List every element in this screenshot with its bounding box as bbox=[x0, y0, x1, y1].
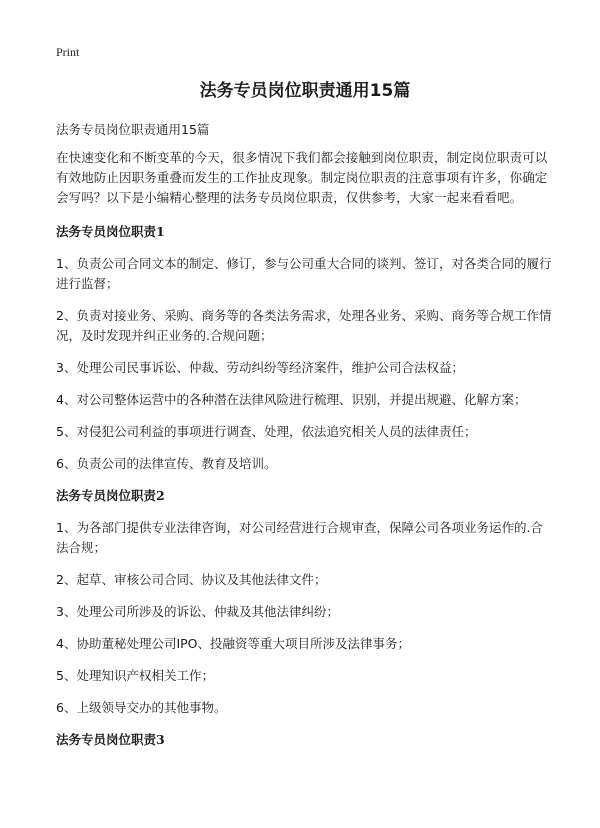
intro-paragraph: 在快速变化和不断变革的今天，很多情况下我们都会接触到岗位职责，制定岗位职责可以有效地防止因职务重叠而发生的工作扯皮现象。制定岗位职责的注意事项有许多，你确定会写吗？以下是小编精心整理的法务专员岗位职责，仅供参考，大家一起来看看吧。 bbox=[56, 150, 548, 205]
list-item: 5、处理知识产权相关工作； bbox=[56, 668, 214, 683]
list-item: 3、处理公司民事诉讼、仲裁、劳动纠纷等经济案件，维护公司合法权益； bbox=[56, 360, 464, 375]
list-item: 6、负责公司的法律宣传、教育及培训。 bbox=[56, 456, 277, 471]
section-heading-2: 法务专员岗位职责2 bbox=[56, 488, 165, 503]
list-item: 1、负责公司合同文本的制定、修订，参与公司重大合同的谈判、签订，对各类合同的履行进行监督； bbox=[56, 256, 552, 291]
list-item: 3、处理公司所涉及的诉讼、仲裁及其他法律纠纷； bbox=[56, 604, 339, 619]
list-item: 4、协助董秘处理公司IPO、投融资等重大项目所涉及法律事务； bbox=[56, 636, 411, 651]
list-item: 1、为各部门提供专业法律咨询，对公司经营进行合规审查，保障公司各项业务运作的.合法合规； bbox=[56, 520, 543, 555]
document-subtitle: 法务专员岗位职责通用15篇 bbox=[56, 122, 210, 137]
list-item: 2、起草、审核公司合同、协议及其他法律文件； bbox=[56, 572, 327, 587]
section-heading-3: 法务专员岗位职责3 bbox=[56, 732, 165, 747]
list-item: 6、上级领导交办的其他事物。 bbox=[56, 700, 227, 715]
list-item: 2、负责对接业务、采购、商务等的各类法务需求，处理各业务、采购、商务等合规工作情况，及时发现并纠正业务的.合规问题； bbox=[56, 308, 552, 343]
list-item: 4、对公司整体运营中的各种潜在法律风险进行梳理、识别，并提出规避、化解方案； bbox=[56, 392, 527, 407]
page-title: 法务专员岗位职责通用15篇 bbox=[199, 81, 411, 101]
print-label: Print bbox=[56, 45, 80, 59]
list-item: 5、对侵犯公司利益的事项进行调查、处理，依法追究相关人员的法律责任； bbox=[56, 424, 477, 439]
section-heading-1: 法务专员岗位职责1 bbox=[56, 224, 165, 239]
